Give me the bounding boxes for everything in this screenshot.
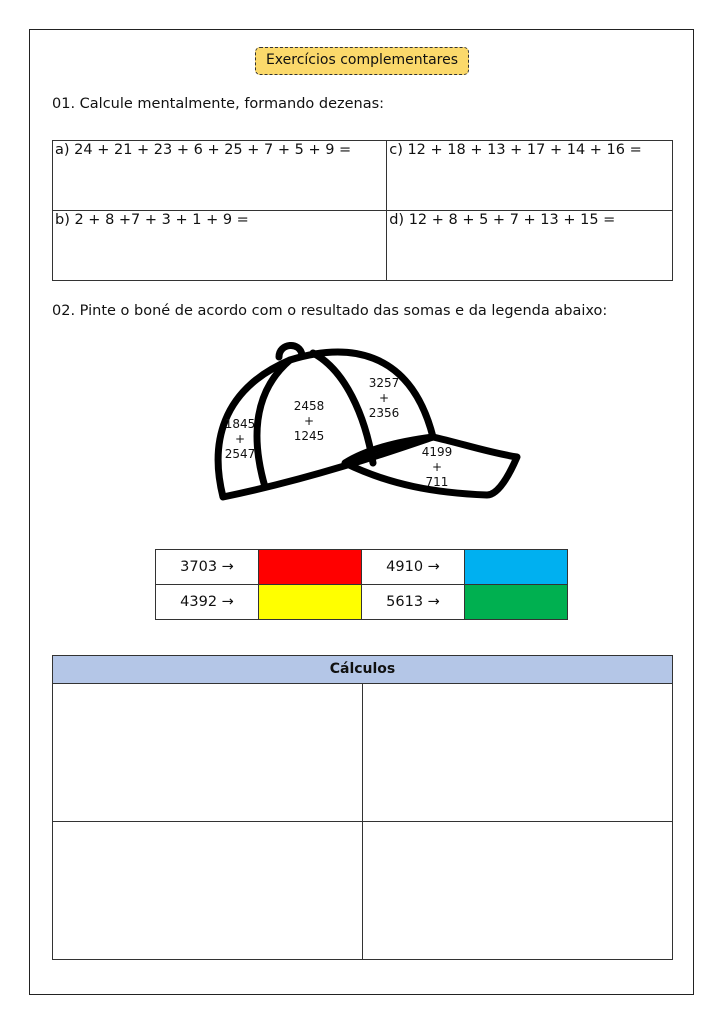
- cap-button: [279, 345, 302, 357]
- worksheet-title: Exercícios complementares: [255, 47, 469, 75]
- calc-box-2[interactable]: [363, 684, 673, 822]
- legend-swatch-yellow: [259, 585, 362, 620]
- exercise-a[interactable]: a) 24 + 21 + 23 + 6 + 25 + 7 + 5 + 9 =: [53, 141, 387, 211]
- calc-box-4[interactable]: [363, 822, 673, 960]
- question-1-prompt: 01. Calcule mentalmente, formando dezenas:: [52, 96, 385, 112]
- legend-swatch-blue: [465, 550, 568, 585]
- exercise-c[interactable]: c) 12 + 18 + 13 + 17 + 14 + 16 =: [387, 141, 673, 211]
- question-1-table: [52, 140, 673, 281]
- question-2-prompt: 02. Pinte o boné de acordo com o resultado das somas e da legenda abaixo:: [52, 303, 608, 319]
- color-legend: [155, 549, 568, 620]
- legend-label-3: 4392 →: [156, 585, 259, 620]
- legend-swatch-red: [259, 550, 362, 585]
- legend-label-4: 5613 →: [362, 585, 465, 620]
- cap-sum-right: 3257 + 2356: [368, 376, 400, 420]
- calculations-header: Cálculos: [52, 655, 673, 684]
- exercise-d[interactable]: d) 12 + 8 + 5 + 7 + 13 + 15 =: [387, 211, 673, 281]
- legend-swatch-green: [465, 585, 568, 620]
- calc-box-1[interactable]: [53, 684, 363, 822]
- legend-label-1: 3703 →: [156, 550, 259, 585]
- cap-sum-left: 1845 + 2547: [224, 417, 256, 461]
- legend-label-2: 4910 →: [362, 550, 465, 585]
- exercise-b[interactable]: b) 2 + 8 +7 + 3 + 1 + 9 =: [53, 211, 387, 281]
- calculations-grid: [52, 683, 673, 960]
- cap-sum-visor: 4199 + 711: [421, 445, 453, 489]
- cap-illustration: [195, 335, 525, 509]
- cap-sum-middle: 2458 + 1245: [293, 399, 325, 443]
- calc-box-3[interactable]: [53, 822, 363, 960]
